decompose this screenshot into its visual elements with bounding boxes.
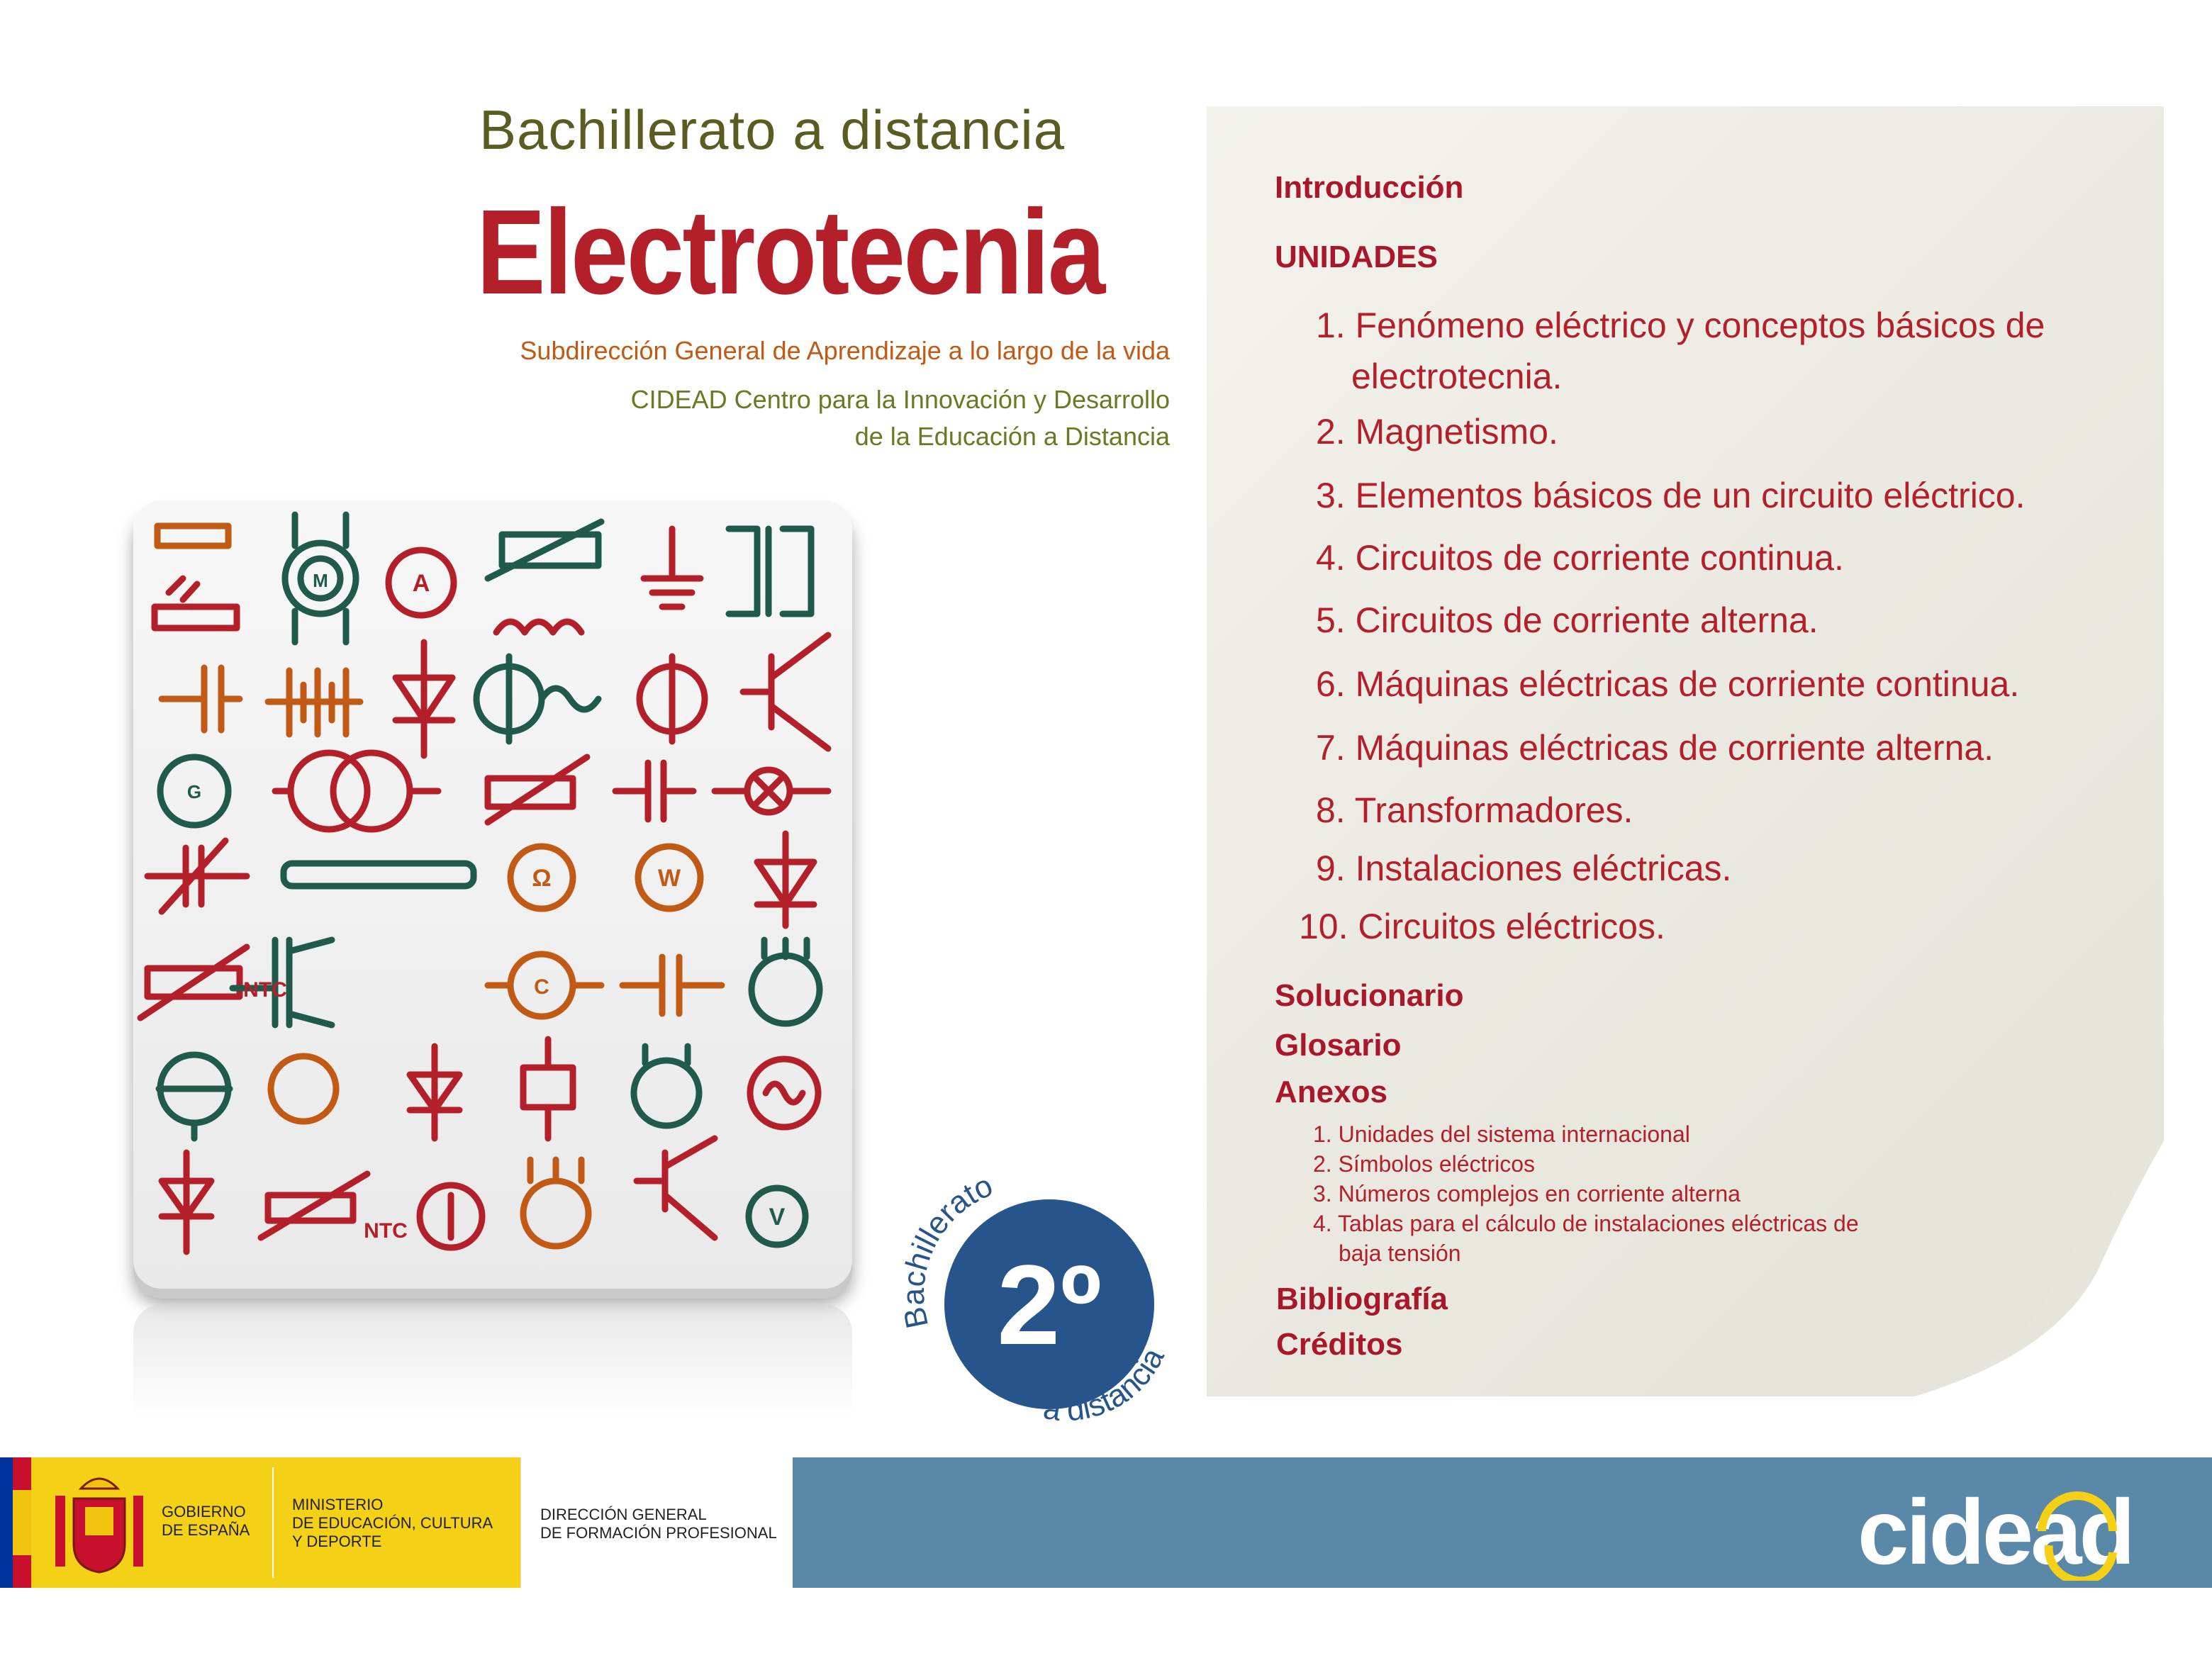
unit-number: 2.: [1316, 412, 1346, 452]
eu-flag-stripe: [0, 1457, 13, 1588]
current-source-icon: [159, 1055, 230, 1138]
thyristor-icon: [396, 642, 452, 756]
unit-number: 3.: [1316, 476, 1346, 515]
unit-label: Instalaciones eléctricas.: [1355, 848, 1732, 888]
footer-direccion: [540, 1506, 777, 1542]
annex-label: Símbolos eléctricos: [1338, 1151, 1536, 1177]
ac-generator-icon: [750, 1059, 818, 1127]
ntc-thermistor-icon: [140, 947, 247, 1018]
menu-unit-2[interactable]: [1316, 411, 1558, 452]
unit-label: Máquinas eléctricas de corriente alterna.: [1355, 728, 1994, 768]
org-cidead-line2: de la Educación a Distancia: [854, 422, 1170, 451]
course-title: Electrotecnia: [476, 185, 1104, 320]
footer-ministerio: [292, 1496, 493, 1551]
symbol-label-ntc: NTC: [243, 978, 287, 1002]
transistor-2-icon: [637, 1138, 715, 1238]
series-title: Bachillerato a distancia: [479, 99, 1066, 161]
symbol-label-ntc-2: NTC: [364, 1219, 408, 1243]
footer-ministerio-line3: Y DEPORTE: [292, 1533, 382, 1550]
unit-label: Fenómeno eléctrico y conceptos básicos de: [1355, 306, 2045, 345]
menu-creditos[interactable]: Créditos: [1276, 1327, 1403, 1362]
cidead-logo-swirl-icon: [2028, 1467, 2127, 1581]
footer-ministerio-line1: MINISTERIO: [292, 1496, 384, 1513]
symbol-label-ammeter: A: [412, 570, 430, 597]
annex-number: 4.: [1313, 1211, 1332, 1236]
page-curl-icon: [1914, 1141, 2164, 1396]
org-cidead-line1: CIDEAD Centro para la Innovación y Desarrollo: [630, 385, 1170, 414]
footer-direccion-line2: DE FORMACIÓN PROFESIONAL: [540, 1524, 777, 1542]
badge-bottom-text: a distancia: [1041, 1342, 1171, 1428]
annex-number: 3.: [1313, 1181, 1332, 1206]
cidead-logo: cidead: [1858, 1480, 2133, 1584]
menu-unit-8[interactable]: [1316, 790, 1633, 831]
badge-number: 2º: [997, 1241, 1102, 1368]
menu-unit-1-cont[interactable]: electrotecnia.: [1351, 357, 1563, 396]
transistor-icon: [743, 635, 828, 749]
menu-glosario[interactable]: Glosario: [1275, 1028, 1402, 1063]
unit-label: Transformadores.: [1354, 790, 1633, 830]
variable-capacitor-icon: [615, 763, 693, 819]
transformer-icon: [729, 529, 811, 614]
menu-bibliografia[interactable]: Bibliografía: [1276, 1282, 1448, 1316]
ntc-thermistor-2-icon: [261, 1174, 367, 1238]
electrical-symbols-panel: [133, 500, 852, 1289]
menu-annex-3[interactable]: [1313, 1181, 1741, 1207]
unit-number: 7.: [1316, 728, 1346, 768]
dc-motor-icon: [271, 1056, 336, 1121]
badge-top-text: B hillerato: [900, 1167, 998, 1332]
symbol-label-motor: M: [313, 570, 328, 591]
battery-icon: [268, 671, 360, 734]
three-phase-motor-icon: [752, 940, 820, 1024]
menu-unit-6[interactable]: [1316, 663, 2019, 705]
variable-resistor-icon: [488, 522, 601, 578]
symbol-label-generator: G: [186, 781, 202, 802]
unit-number: 8.: [1316, 790, 1346, 830]
panel-reflection: [133, 1304, 852, 1432]
fluorescent-tube-icon: [284, 863, 474, 886]
capacitor-icon: [162, 668, 240, 730]
menu-solucionario[interactable]: Solucionario: [1275, 978, 1464, 1013]
unit-number: 1.: [1316, 306, 1346, 345]
menu-annex-2[interactable]: [1313, 1151, 1535, 1177]
menu-unidades-heading: UNIDADES: [1275, 240, 1438, 274]
footer-divider: [272, 1467, 274, 1578]
ac-source-icon: [476, 656, 598, 741]
unit-number: 4.: [1316, 538, 1346, 578]
org-subdireccion: Subdirección General de Aprendizaje a lo largo de la vida: [520, 336, 1170, 365]
annex-number: 2.: [1313, 1151, 1332, 1177]
electrical-symbols-illustration: [133, 500, 852, 1289]
footer-direccion-line1: DIRECCIÓN GENERAL: [540, 1506, 707, 1523]
unit-number: 5.: [1316, 600, 1346, 640]
menu-annex-4[interactable]: [1313, 1211, 1859, 1237]
menu-annex-4-cont[interactable]: baja tensión: [1339, 1240, 1461, 1266]
footer-gobierno-line1: GOBIERNO: [162, 1503, 246, 1520]
menu-unit-1[interactable]: [1316, 305, 2045, 346]
course-level-badge: [900, 1148, 1184, 1446]
unit-label: Máquinas eléctricas de corriente continua.: [1355, 664, 2020, 704]
menu-unit-9[interactable]: [1316, 848, 1731, 889]
photoresistor-icon: [155, 578, 237, 628]
lamp-icon: [715, 770, 828, 812]
symbol-label-capacitance: C: [534, 975, 549, 999]
symbol-label-volt: V: [769, 1204, 786, 1231]
unit-label: Circuitos de corriente continua.: [1355, 538, 1844, 578]
menu-introduccion[interactable]: Introducción: [1275, 170, 1464, 205]
unit-number: 6.: [1316, 664, 1346, 704]
relay-coil-icon: [523, 1039, 573, 1138]
varactor-icon: [147, 841, 247, 912]
unit-label: Circuitos eléctricos.: [1358, 907, 1665, 946]
transformer-circles-icon: [275, 753, 438, 829]
menu-unit-7[interactable]: [1316, 727, 1994, 768]
org-cidead: [479, 381, 1170, 455]
footer-gobierno: [162, 1503, 250, 1540]
footer-ministerio-line2: DE EDUCACIÓN, CULTURA: [292, 1514, 493, 1532]
resistor-icon: [157, 526, 228, 546]
coat-of-arms-icon: [50, 1467, 149, 1578]
annex-label: Unidades del sistema internacional: [1338, 1121, 1690, 1147]
galvanometer-icon: [420, 1185, 482, 1248]
menu-unit-5[interactable]: [1316, 600, 1819, 641]
annex-label: Tablas para el cálculo de instalaciones eléctricas de: [1338, 1211, 1859, 1236]
symbol-label-ohm: Ω: [532, 865, 552, 892]
unit-number: 9.: [1316, 848, 1346, 888]
unit-label: Elementos básicos de un circuito eléctrico.: [1355, 476, 2026, 515]
inductor-icon: [496, 622, 581, 632]
annex-number: 1.: [1313, 1121, 1332, 1147]
unit-number: 10.: [1299, 907, 1348, 946]
unit-label: Magnetismo.: [1355, 412, 1558, 452]
variable-resistor-2-icon: [488, 757, 587, 822]
menu-anexos[interactable]: Anexos: [1275, 1075, 1387, 1109]
unit-label: Circuitos de corriente alterna.: [1355, 600, 1819, 640]
menu-unit-10[interactable]: [1299, 906, 1665, 947]
photodiode-icon: [757, 834, 814, 926]
footer-gobierno-line2: DE ESPAÑA: [162, 1521, 250, 1539]
triac-icon: [410, 1046, 459, 1138]
menu-unit-4[interactable]: [1316, 537, 1844, 578]
menu-unit-3[interactable]: [1316, 475, 2026, 516]
menu-annex-1[interactable]: [1313, 1121, 1690, 1148]
single-phase-motor-icon: [634, 1046, 699, 1126]
capacitor-2-icon: [622, 957, 722, 1014]
ground-icon: [644, 529, 700, 607]
symbol-label-watt: W: [657, 865, 681, 892]
annex-label: Números complejos en corriente alterna: [1338, 1181, 1741, 1206]
diode-icon: [162, 1153, 211, 1252]
three-phase-generator-icon: [523, 1160, 588, 1246]
dc-source-icon: [639, 656, 705, 741]
